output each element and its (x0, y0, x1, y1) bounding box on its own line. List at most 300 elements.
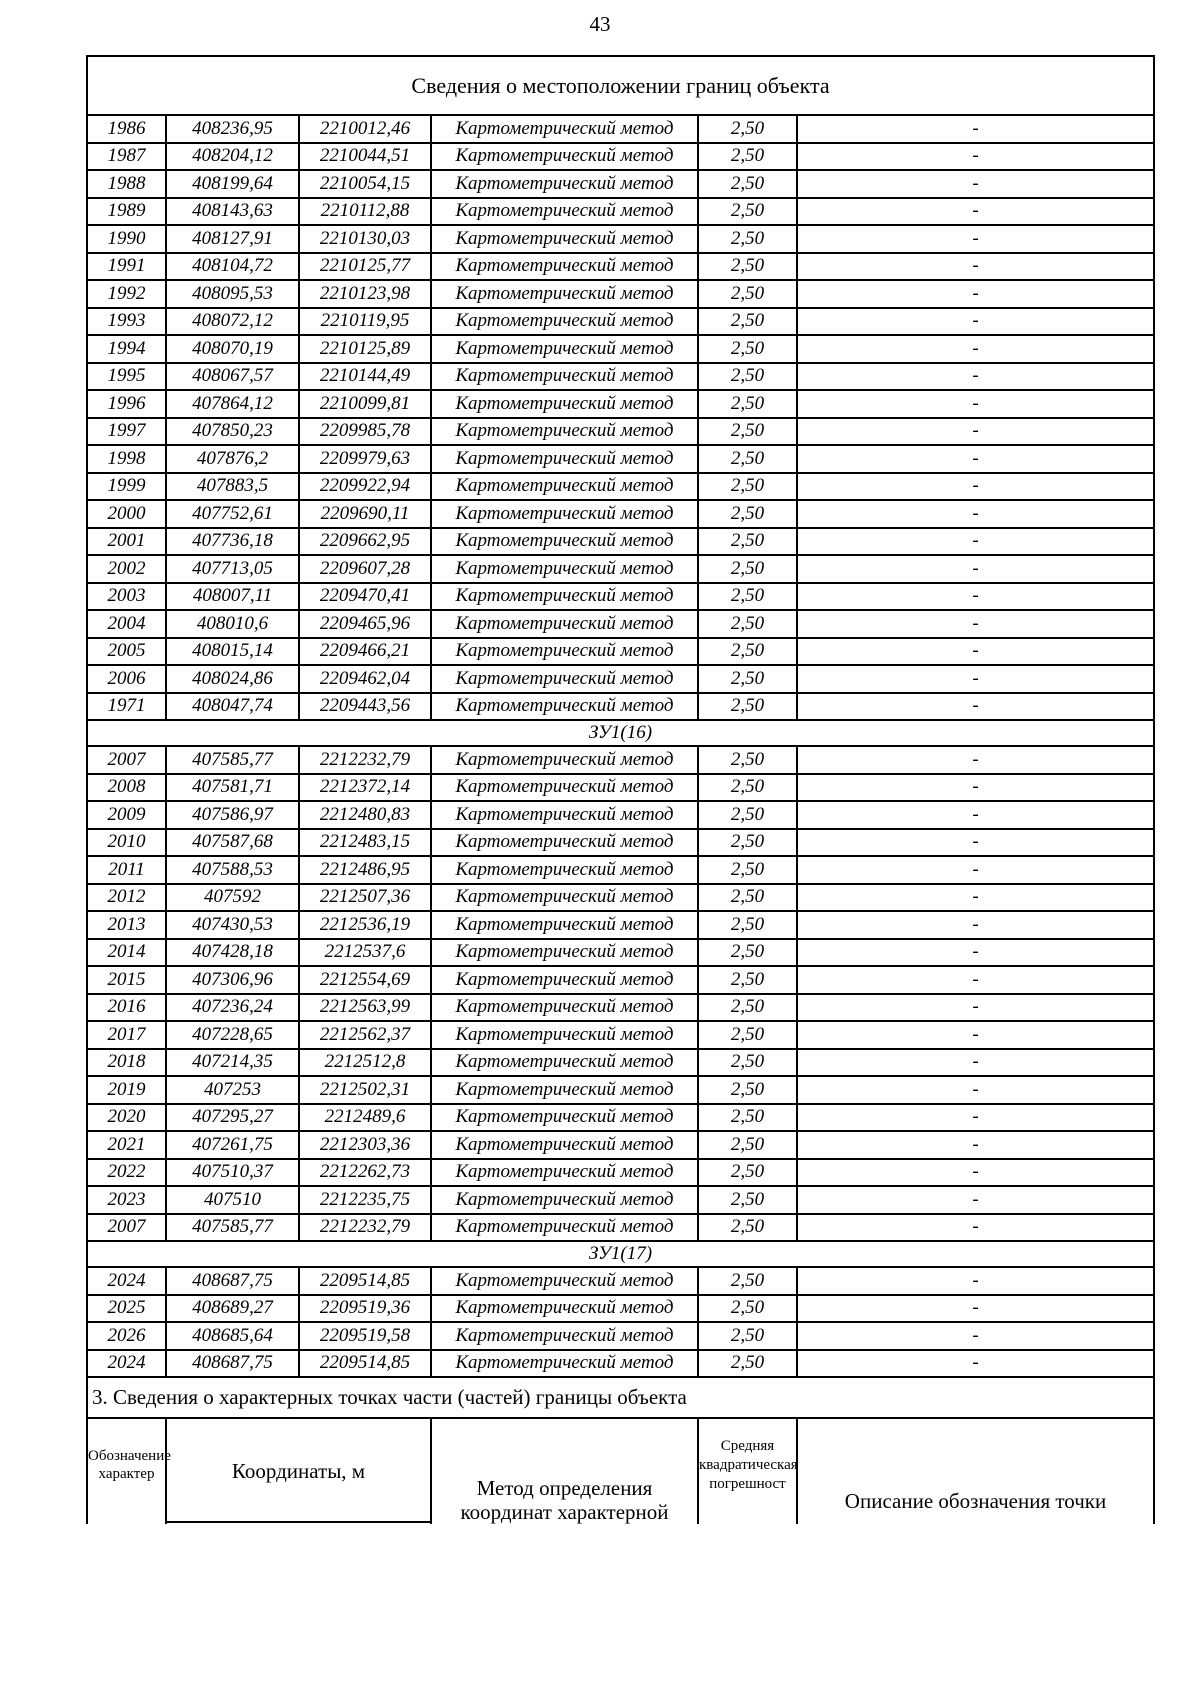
section3-title: 3. Сведения о характерных точках части (частей) границы объекта (87, 1377, 1154, 1418)
accuracy-cell: 2,50 (698, 308, 797, 336)
accuracy-cell: 2,50 (698, 335, 797, 363)
point-id-cell: 1995 (87, 363, 166, 391)
description-cell: - (797, 1104, 1154, 1132)
x-coordinate-cell: 407428,18 (166, 939, 299, 967)
header-accuracy-cell (698, 1418, 797, 1524)
method-cell: Картометрический метод (431, 774, 698, 802)
table-row (87, 1322, 1154, 1350)
y-coordinate-cell: 2212536,19 (299, 911, 431, 939)
description-cell: - (797, 500, 1154, 528)
method-cell: Картометрический метод (431, 390, 698, 418)
point-id-cell: 2004 (87, 610, 166, 638)
point-id-cell: 1971 (87, 693, 166, 721)
accuracy-cell: 2,50 (698, 966, 797, 994)
point-id-cell: 1992 (87, 280, 166, 308)
table-row (87, 473, 1154, 501)
table-row (87, 198, 1154, 226)
x-coordinate-cell: 407736,18 (166, 528, 299, 556)
point-id-cell: 2007 (87, 1214, 166, 1242)
y-coordinate-cell: 2209607,28 (299, 555, 431, 583)
method-cell: Картометрический метод (431, 500, 698, 528)
y-coordinate-cell: 2212562,37 (299, 1021, 431, 1049)
x-coordinate-cell: 408067,57 (166, 363, 299, 391)
method-cell: Картометрический метод (431, 638, 698, 666)
y-coordinate-cell: 2212480,83 (299, 801, 431, 829)
table-row (87, 170, 1154, 198)
accuracy-cell: 2,50 (698, 1350, 797, 1378)
point-id-cell: 2003 (87, 583, 166, 611)
x-coordinate-cell: 407713,05 (166, 555, 299, 583)
table-row (87, 746, 1154, 774)
description-cell: - (797, 473, 1154, 501)
table-row (87, 638, 1154, 666)
table-row (87, 1131, 1154, 1159)
table-row (87, 801, 1154, 829)
method-cell: Картометрический метод (431, 170, 698, 198)
point-id-cell: 1994 (87, 335, 166, 363)
method-cell: Картометрический метод (431, 746, 698, 774)
x-coordinate-cell: 408010,6 (166, 610, 299, 638)
point-id-cell: 2020 (87, 1104, 166, 1132)
y-coordinate-cell: 2209985,78 (299, 418, 431, 446)
accuracy-cell: 2,50 (698, 856, 797, 884)
table-row (87, 418, 1154, 446)
method-cell: Картометрический метод (431, 418, 698, 446)
header-accuracy: Средняя квадратическая погрешност (699, 1438, 798, 1492)
description-cell: - (797, 1049, 1154, 1077)
method-cell: Картометрический метод (431, 1049, 698, 1077)
description-cell: - (797, 774, 1154, 802)
accuracy-cell: 2,50 (698, 583, 797, 611)
description-cell: - (797, 143, 1154, 171)
point-id-cell: 2019 (87, 1076, 166, 1104)
method-cell: Картометрический метод (431, 1350, 698, 1378)
table-row (87, 143, 1154, 171)
y-coordinate-cell: 2212512,8 (299, 1049, 431, 1077)
y-coordinate-cell: 2210123,98 (299, 280, 431, 308)
y-coordinate-cell: 2212372,14 (299, 774, 431, 802)
description-cell: - (797, 1076, 1154, 1104)
table-row (87, 335, 1154, 363)
y-coordinate-cell: 2209922,94 (299, 473, 431, 501)
description-cell: - (797, 445, 1154, 473)
accuracy-cell: 2,50 (698, 1267, 797, 1295)
header-coordinates: Координаты, м (231, 1459, 366, 1483)
point-id-cell: 2011 (87, 856, 166, 884)
description-cell: - (797, 1214, 1154, 1242)
accuracy-cell: 2,50 (698, 1104, 797, 1132)
accuracy-cell: 2,50 (698, 801, 797, 829)
accuracy-cell: 2,50 (698, 638, 797, 666)
accuracy-cell: 2,50 (698, 610, 797, 638)
x-coordinate-cell: 407850,23 (166, 418, 299, 446)
y-coordinate-cell: 2209470,41 (299, 583, 431, 611)
table-row (87, 884, 1154, 912)
method-cell: Картометрический метод (431, 473, 698, 501)
description-cell: - (797, 801, 1154, 829)
table-row (87, 528, 1154, 556)
method-cell: Картометрический метод (431, 911, 698, 939)
point-id-cell: 2015 (87, 966, 166, 994)
method-cell: Картометрический метод (431, 693, 698, 721)
description-cell: - (797, 583, 1154, 611)
method-cell: Картометрический метод (431, 253, 698, 281)
description-cell: - (797, 911, 1154, 939)
x-coordinate-cell: 407588,53 (166, 856, 299, 884)
table-row (87, 693, 1154, 721)
accuracy-cell: 2,50 (698, 1021, 797, 1049)
point-id-cell: 1998 (87, 445, 166, 473)
point-id-cell: 1988 (87, 170, 166, 198)
description-cell: - (797, 1131, 1154, 1159)
method-cell: Картометрический метод (431, 198, 698, 226)
x-coordinate-cell: 407883,5 (166, 473, 299, 501)
description-cell: - (797, 418, 1154, 446)
point-id-cell: 2005 (87, 638, 166, 666)
method-cell: Картометрический метод (431, 555, 698, 583)
method-cell: Картометрический метод (431, 308, 698, 336)
header-designation: Обозначение характер (88, 1448, 171, 1482)
y-coordinate-cell: 2209465,96 (299, 610, 431, 638)
x-coordinate-cell: 407592 (166, 884, 299, 912)
x-coordinate-cell: 407510 (166, 1186, 299, 1214)
y-coordinate-cell: 2209662,95 (299, 528, 431, 556)
point-id-cell: 2008 (87, 774, 166, 802)
description-cell: - (797, 363, 1154, 391)
method-cell: Картометрический метод (431, 939, 698, 967)
x-coordinate-cell: 408143,63 (166, 198, 299, 226)
point-id-cell: 2000 (87, 500, 166, 528)
y-coordinate-cell: 2210144,49 (299, 363, 431, 391)
x-coordinate-cell: 407510,37 (166, 1159, 299, 1187)
x-coordinate-cell: 408007,11 (166, 583, 299, 611)
x-coordinate-cell: 407236,24 (166, 994, 299, 1022)
point-id-cell: 2023 (87, 1186, 166, 1214)
y-coordinate-cell: 2209462,04 (299, 665, 431, 693)
y-coordinate-cell: 2209443,56 (299, 693, 431, 721)
accuracy-cell: 2,50 (698, 911, 797, 939)
y-coordinate-cell: 2210125,89 (299, 335, 431, 363)
header-method: Метод определения координат характерной (460, 1476, 669, 1524)
y-coordinate-cell: 2212502,31 (299, 1076, 431, 1104)
accuracy-cell: 2,50 (698, 253, 797, 281)
description-cell: - (797, 170, 1154, 198)
y-coordinate-cell: 2212489,6 (299, 1104, 431, 1132)
table-row (87, 939, 1154, 967)
point-id-cell: 1989 (87, 198, 166, 226)
x-coordinate-cell: 408127,91 (166, 225, 299, 253)
description-cell: - (797, 665, 1154, 693)
accuracy-cell: 2,50 (698, 198, 797, 226)
method-cell: Картометрический метод (431, 856, 698, 884)
x-coordinate-cell: 408689,27 (166, 1295, 299, 1323)
description-cell: - (797, 253, 1154, 281)
y-coordinate-cell: 2212232,79 (299, 1214, 431, 1242)
accuracy-cell: 2,50 (698, 418, 797, 446)
x-coordinate-cell: 407587,68 (166, 829, 299, 857)
x-coordinate-cell: 408236,95 (166, 115, 299, 143)
table-row (87, 1049, 1154, 1077)
method-cell: Картометрический метод (431, 1267, 698, 1295)
method-cell: Картометрический метод (431, 143, 698, 171)
x-coordinate-cell: 407876,2 (166, 445, 299, 473)
point-id-cell: 2021 (87, 1131, 166, 1159)
method-cell: Картометрический метод (431, 225, 698, 253)
table-row (87, 1214, 1154, 1242)
accuracy-cell: 2,50 (698, 363, 797, 391)
accuracy-cell: 2,50 (698, 170, 797, 198)
table-row (87, 1350, 1154, 1378)
y-coordinate-cell: 2212262,73 (299, 1159, 431, 1187)
accuracy-cell: 2,50 (698, 939, 797, 967)
description-cell: - (797, 884, 1154, 912)
method-cell: Картометрический метод (431, 335, 698, 363)
accuracy-cell: 2,50 (698, 1159, 797, 1187)
x-coordinate-cell: 408015,14 (166, 638, 299, 666)
y-coordinate-cell: 2212563,99 (299, 994, 431, 1022)
description-cell: - (797, 528, 1154, 556)
x-coordinate-cell: 408687,75 (166, 1267, 299, 1295)
point-id-cell: 2001 (87, 528, 166, 556)
table-row (87, 994, 1154, 1022)
y-coordinate-cell: 2212235,75 (299, 1186, 431, 1214)
accuracy-cell: 2,50 (698, 115, 797, 143)
description-cell: - (797, 638, 1154, 666)
description-cell: - (797, 198, 1154, 226)
point-id-cell: 2010 (87, 829, 166, 857)
method-cell: Картометрический метод (431, 1159, 698, 1187)
point-id-cell: 2024 (87, 1267, 166, 1295)
section-title: Сведения о местоположении границ объекта (87, 56, 1154, 115)
accuracy-cell: 2,50 (698, 225, 797, 253)
y-coordinate-cell: 2209690,11 (299, 500, 431, 528)
method-cell: Картометрический метод (431, 583, 698, 611)
y-coordinate-cell: 2212483,15 (299, 829, 431, 857)
x-coordinate-cell: 408204,12 (166, 143, 299, 171)
x-coordinate-cell: 408070,19 (166, 335, 299, 363)
method-cell: Картометрический метод (431, 829, 698, 857)
y-coordinate-cell: 2209519,36 (299, 1295, 431, 1323)
table-row (87, 253, 1154, 281)
table-row (87, 308, 1154, 336)
method-cell: Картометрический метод (431, 801, 698, 829)
table-row (87, 583, 1154, 611)
point-id-cell: 2012 (87, 884, 166, 912)
x-coordinate-cell: 408687,75 (166, 1350, 299, 1378)
header-description-cell (797, 1418, 1154, 1524)
accuracy-cell: 2,50 (698, 280, 797, 308)
method-cell: Картометрический метод (431, 363, 698, 391)
description-cell: - (797, 335, 1154, 363)
point-id-cell: 2002 (87, 555, 166, 583)
accuracy-cell: 2,50 (698, 1049, 797, 1077)
accuracy-cell: 2,50 (698, 1322, 797, 1350)
y-coordinate-cell: 2210099,81 (299, 390, 431, 418)
point-id-cell: 1986 (87, 115, 166, 143)
point-id-cell: 2026 (87, 1322, 166, 1350)
point-id-cell: 2007 (87, 746, 166, 774)
y-coordinate-cell: 2210012,46 (299, 115, 431, 143)
table-row (87, 1159, 1154, 1187)
accuracy-cell: 2,50 (698, 528, 797, 556)
table-row (87, 115, 1154, 143)
point-id-cell: 2016 (87, 994, 166, 1022)
method-cell: Картометрический метод (431, 1322, 698, 1350)
x-coordinate-cell: 407253 (166, 1076, 299, 1104)
table-row (87, 1104, 1154, 1132)
method-cell: Картометрический метод (431, 528, 698, 556)
group-row (87, 1241, 1154, 1267)
method-cell: Картометрический метод (431, 1076, 698, 1104)
y-coordinate-cell: 2209514,85 (299, 1350, 431, 1378)
table-row (87, 610, 1154, 638)
x-coordinate-cell: 407214,35 (166, 1049, 299, 1077)
table-row (87, 1267, 1154, 1295)
point-id-cell: 2014 (87, 939, 166, 967)
x-coordinate-cell: 408072,12 (166, 308, 299, 336)
description-cell: - (797, 856, 1154, 884)
description-cell: - (797, 966, 1154, 994)
y-coordinate-cell: 2212554,69 (299, 966, 431, 994)
description-cell: - (797, 1350, 1154, 1378)
y-coordinate-cell: 2210125,77 (299, 253, 431, 281)
table-row (87, 555, 1154, 583)
table-row (87, 911, 1154, 939)
y-coordinate-cell: 2212232,79 (299, 746, 431, 774)
method-cell: Картометрический метод (431, 610, 698, 638)
description-cell: - (797, 115, 1154, 143)
table-row (87, 665, 1154, 693)
x-coordinate-cell: 407585,77 (166, 746, 299, 774)
method-cell: Картометрический метод (431, 280, 698, 308)
method-cell: Картометрический метод (431, 1186, 698, 1214)
accuracy-cell: 2,50 (698, 665, 797, 693)
description-cell: - (797, 610, 1154, 638)
accuracy-cell: 2,50 (698, 1214, 797, 1242)
table-row (87, 856, 1154, 884)
x-coordinate-cell: 407581,71 (166, 774, 299, 802)
point-id-cell: 2013 (87, 911, 166, 939)
point-id-cell: 2024 (87, 1350, 166, 1378)
method-cell: Картометрический метод (431, 1214, 698, 1242)
x-coordinate-cell: 408047,74 (166, 693, 299, 721)
method-cell: Картометрический метод (431, 966, 698, 994)
method-cell: Картометрический метод (431, 115, 698, 143)
x-coordinate-cell: 407306,96 (166, 966, 299, 994)
header-designation-cell (87, 1418, 171, 1524)
accuracy-cell: 2,50 (698, 746, 797, 774)
table-row (87, 829, 1154, 857)
y-coordinate-cell: 2210119,95 (299, 308, 431, 336)
description-cell: - (797, 829, 1154, 857)
point-id-cell: 1987 (87, 143, 166, 171)
point-id-cell: 1993 (87, 308, 166, 336)
x-coordinate-cell: 407864,12 (166, 390, 299, 418)
accuracy-cell: 2,50 (698, 1186, 797, 1214)
description-cell: - (797, 308, 1154, 336)
accuracy-cell: 2,50 (698, 774, 797, 802)
accuracy-cell: 2,50 (698, 1295, 797, 1323)
description-cell: - (797, 1267, 1154, 1295)
y-coordinate-cell: 2212303,36 (299, 1131, 431, 1159)
y-coordinate-cell: 2210054,15 (299, 170, 431, 198)
x-coordinate-cell: 408104,72 (166, 253, 299, 281)
point-id-cell: 1991 (87, 253, 166, 281)
y-coordinate-cell: 2209519,58 (299, 1322, 431, 1350)
description-cell: - (797, 280, 1154, 308)
accuracy-cell: 2,50 (698, 693, 797, 721)
point-id-cell: 1997 (87, 418, 166, 446)
method-cell: Картометрический метод (431, 665, 698, 693)
accuracy-cell: 2,50 (698, 473, 797, 501)
x-coordinate-cell: 408095,53 (166, 280, 299, 308)
point-id-cell: 1990 (87, 225, 166, 253)
accuracy-cell: 2,50 (698, 829, 797, 857)
x-coordinate-cell: 407430,53 (166, 911, 299, 939)
method-cell: Картометрический метод (431, 1131, 698, 1159)
description-cell: - (797, 1159, 1154, 1187)
section3-header-row (87, 1418, 1154, 1524)
table-row (87, 280, 1154, 308)
y-coordinate-cell: 2209979,63 (299, 445, 431, 473)
table-row (87, 363, 1154, 391)
x-coordinate-cell: 408685,64 (166, 1322, 299, 1350)
page-number: 43 (589, 12, 611, 36)
x-coordinate-cell: 407295,27 (166, 1104, 299, 1132)
description-cell: - (797, 939, 1154, 967)
section3-title-row (87, 1377, 1154, 1418)
method-cell: Картометрический метод (431, 445, 698, 473)
point-id-cell: 2018 (87, 1049, 166, 1077)
boundary-points-table (86, 55, 1155, 1524)
description-cell: - (797, 746, 1154, 774)
accuracy-cell: 2,50 (698, 1076, 797, 1104)
table-row (87, 774, 1154, 802)
accuracy-cell: 2,50 (698, 390, 797, 418)
accuracy-cell: 2,50 (698, 445, 797, 473)
table-row (87, 1076, 1154, 1104)
y-coordinate-cell: 2210112,88 (299, 198, 431, 226)
accuracy-cell: 2,50 (698, 1131, 797, 1159)
header-description: Описание обозначения точки (844, 1489, 1107, 1513)
description-cell: - (797, 1186, 1154, 1214)
group-label-zu1-16: ЗУ1(16) (87, 720, 1154, 746)
x-coordinate-cell: 407261,75 (166, 1131, 299, 1159)
table-row (87, 225, 1154, 253)
description-cell: - (797, 555, 1154, 583)
description-cell: - (797, 1295, 1154, 1323)
description-cell: - (797, 390, 1154, 418)
table-row (87, 1186, 1154, 1214)
table-row (87, 966, 1154, 994)
group-row (87, 720, 1154, 746)
point-id-cell: 2017 (87, 1021, 166, 1049)
y-coordinate-cell: 2209466,21 (299, 638, 431, 666)
method-cell: Картометрический метод (431, 884, 698, 912)
accuracy-cell: 2,50 (698, 994, 797, 1022)
accuracy-cell: 2,50 (698, 500, 797, 528)
point-id-cell: 2006 (87, 665, 166, 693)
point-id-cell: 1999 (87, 473, 166, 501)
x-coordinate-cell: 407585,77 (166, 1214, 299, 1242)
table-row (87, 500, 1154, 528)
point-id-cell: 2022 (87, 1159, 166, 1187)
table-row (87, 1295, 1154, 1323)
table-row (87, 1021, 1154, 1049)
description-cell: - (797, 225, 1154, 253)
x-coordinate-cell: 407586,97 (166, 801, 299, 829)
accuracy-cell: 2,50 (698, 884, 797, 912)
